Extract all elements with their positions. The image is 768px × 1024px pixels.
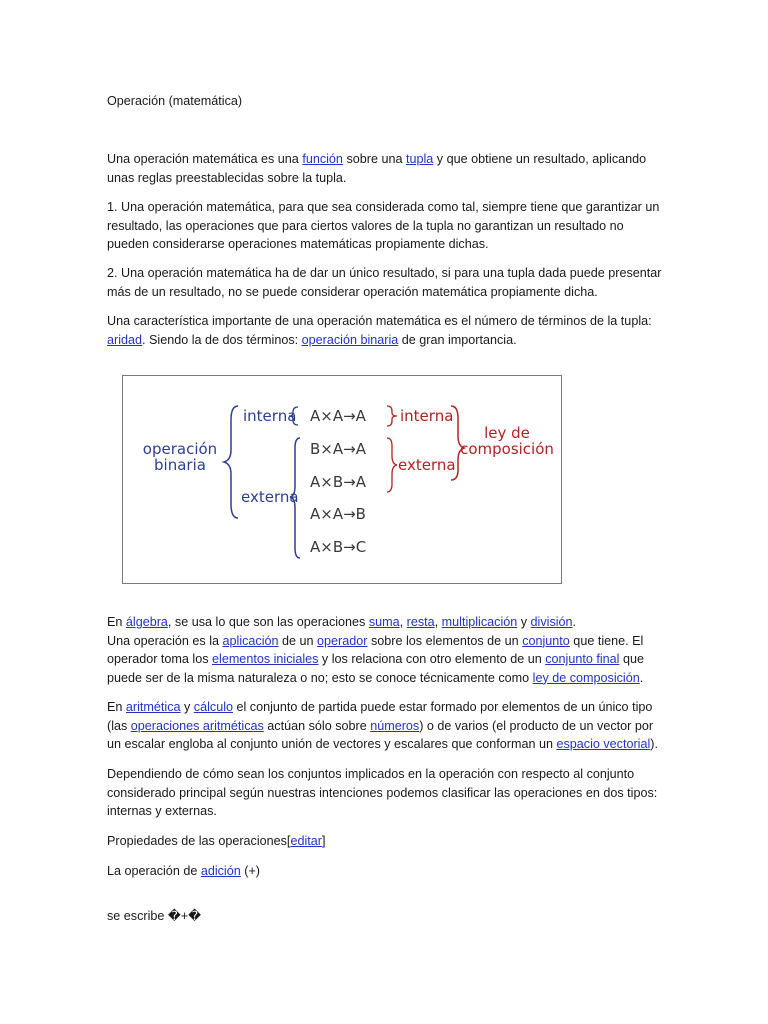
diagram-op-3: A×B→A: [310, 473, 366, 491]
link-multiplicacion[interactable]: multiplicación: [441, 615, 518, 629]
link-operacion-binaria[interactable]: operación binaria: [301, 332, 399, 347]
point-1-paragraph: 1. Una operación matemática, para que sea considerada como tal, siempre tiene que garantizar un resultado, las operaciones que para ciertos valores de la tupla no garantizan un resultado no pueden considerarse operaciones matemáticas propiamente dichas.: [107, 200, 660, 252]
diagram-root-line1: operación: [142, 440, 218, 458]
page-title: Operación (matemática): [107, 94, 243, 108]
diagram-interna-label: interna: [243, 407, 297, 425]
link-algebra[interactable]: álgebra: [125, 615, 168, 629]
diagram-root-line2: binaria: [154, 456, 206, 474]
link-conjunto[interactable]: conjunto: [522, 633, 570, 648]
link-operaciones-aritmeticas[interactable]: operaciones aritméticas: [130, 718, 264, 733]
externa-result-brace: [387, 438, 397, 492]
classify-paragraph: Dependiendo de cómo sean los conjuntos implicados en la operación con respecto al conjunto considerado principal según nuestras intenciones podemos clasificar las operaciones en dos tipos: internas y externas.: [107, 767, 658, 819]
diagram-op-2: B×A→A: [310, 440, 366, 458]
written-paragraph: se escribe �+�: [107, 909, 202, 923]
binary-operation-diagram: [122, 375, 562, 584]
link-suma[interactable]: suma: [368, 615, 400, 629]
link-funcion[interactable]: función: [302, 152, 343, 166]
point-2-paragraph: 2. Una operación matemática ha de dar un único resultado, si para una tupla dada puede presentar más de un resultado, no se puede considerar operación matemática propiamente dicha.: [107, 266, 662, 299]
diagram-tag-externa: externa: [398, 456, 456, 474]
link-tupla[interactable]: tupla: [405, 152, 434, 166]
link-division[interactable]: división: [530, 615, 573, 629]
link-operador[interactable]: operador: [317, 633, 368, 648]
algebra-paragraph: En álgebra, se usa lo que son las operaciones suma, resta, multiplicación y división. Una operación es la aplicación de un operador sobre los elementos de un conjunto que tiene. El operador toma los elementos iniciales y los relaciona con otro elemento de un conjunto final que puede ser de la misma naturaleza o no; esto se conoce técnicamente como ley de composición.: [107, 613, 667, 687]
link-espacio-vectorial[interactable]: espacio vectorial: [556, 737, 651, 752]
diagram-ley-line2: composición: [460, 440, 554, 458]
link-resta[interactable]: resta: [406, 615, 435, 629]
diagram-tag-interna: interna: [400, 407, 454, 425]
root-brace: [224, 406, 238, 518]
diagram-op-4: A×A→B: [310, 505, 366, 523]
interna-result-brace: [387, 406, 397, 426]
arity-paragraph: Una característica importante de una operación matemática es el número de términos de la tupla: aridad. Siendo la de dos términos: operación binaria de gran importancia.: [107, 314, 652, 347]
link-calculo[interactable]: cálculo: [193, 700, 233, 714]
diagram-op-5: A×B→C: [310, 538, 367, 556]
diagram-externa-label: externa: [241, 488, 299, 506]
link-adicion[interactable]: adición: [200, 864, 241, 878]
link-conjunto-final[interactable]: conjunto final: [545, 652, 620, 667]
diagram-op-1: A×A→A: [310, 407, 366, 425]
link-aridad[interactable]: aridad: [107, 332, 143, 347]
diagram-svg: [123, 376, 563, 585]
properties-heading: Propiedades de las operaciones[editar]: [107, 834, 326, 848]
link-numeros[interactable]: números: [370, 718, 420, 733]
link-ley-de-composicion[interactable]: ley de composición: [532, 670, 640, 685]
adicion-paragraph: La operación de adición (+): [107, 864, 260, 878]
link-editar[interactable]: editar: [290, 834, 322, 848]
diagram-ley-line1: ley de: [484, 424, 530, 442]
application-paragraph: Una operación es la aplicación de un operador sobre los elementos de un conjunto que tiene. El operador toma los elementos iniciales y los relaciona con otro elemento de un conjunto final que puede ser de la misma naturaleza o no; esto se conoce técnicamente como ley de composición.: [107, 633, 644, 685]
link-aplicacion[interactable]: aplicación: [222, 633, 279, 648]
intro-paragraph: Una operación matemática es una función sobre una tupla y que obtiene un resultado, aplicando unas reglas preestablecidas sobre la tupla.: [107, 152, 647, 185]
arithmetic-paragraph: En aritmética y cálculo el conjunto de partida puede estar formado por elementos de un único tipo (las operaciones aritméticas actúan sólo sobre números) o de varios (el producto de un vector por un escalar engloba al conjunto unión de vectores y escalares que conforman un espacio vectorial).: [107, 700, 658, 752]
link-elementos-iniciales[interactable]: elementos iniciales: [212, 652, 319, 667]
link-aritmetica[interactable]: aritmética: [125, 700, 181, 714]
